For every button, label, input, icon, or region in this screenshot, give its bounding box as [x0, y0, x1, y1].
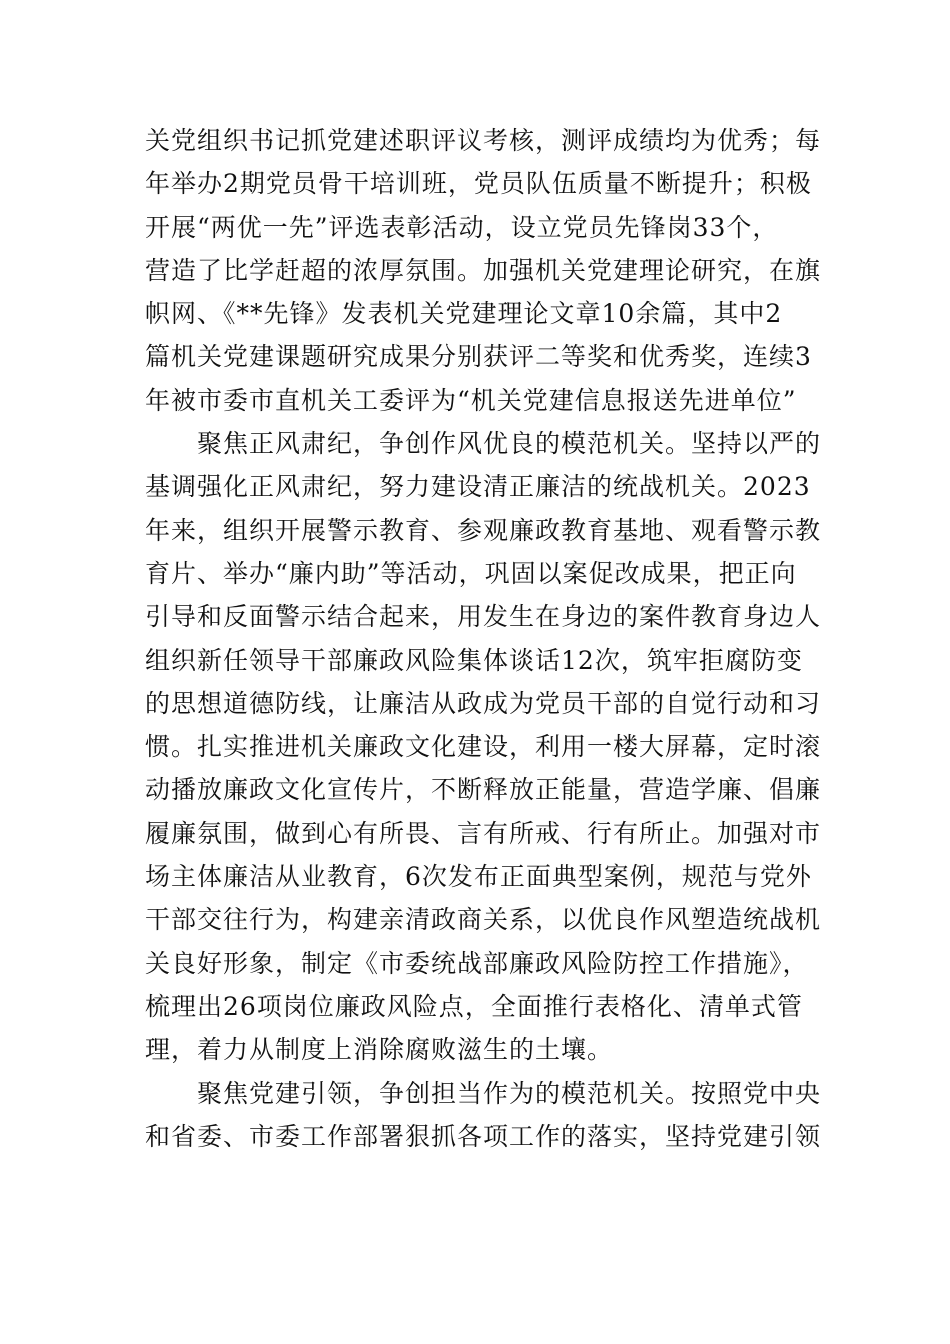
paragraph-1 [145, 119, 822, 422]
text-line: 帜网、《**先锋》发表机关党建理论文章10余篇，其中2 [145, 299, 783, 329]
text-line: 关良好形象，制定《市委统战部廉政风险防控工作措施》， [145, 948, 809, 978]
text-line: 基调强化正风肃纪，努力建设清正廉洁的统战机关。2023 [145, 472, 811, 502]
text-line: 和省委、市委工作部署狠抓各项工作的落实，坚持党建引领 [145, 1121, 822, 1151]
text-line: 干部交往行为，构建亲清政商关系，以优良作风塑造统战机 [145, 905, 822, 935]
text-line: 引导和反面警示结合起来，用发生在身边的案件教育身边人 [145, 602, 822, 632]
text-line: 梳理出26项岗位廉政风险点，全面推行表格化、清单式管 [145, 991, 803, 1021]
text-line: 惯。扎实推进机关廉政文化建设，利用一楼大屏幕，定时滚 [145, 732, 822, 762]
text-line: 年被市委市直机关工委评为“机关党建信息报送先进单位” [145, 385, 797, 415]
text-line: 的思想道德防线，让廉洁从政成为党员干部的自觉行动和习 [145, 688, 822, 718]
body-text [145, 119, 822, 1158]
paragraph-2 [145, 422, 822, 1071]
text-line: 年举办2期党员骨干培训班，党员队伍质量不断提升；积极 [145, 169, 812, 199]
text-line: 聚焦党建引领，争创担当作为的模范机关。按照党中央 [197, 1078, 822, 1108]
text-line: 育片、举办“廉内助”等活动，巩固以案促改成果，把正向 [145, 558, 797, 588]
text-line: 履廉氛围，做到心有所畏、言有所戒、行有所止。加强对市 [145, 818, 822, 848]
text-line: 关党组织书记抓党建述职评议考核，测评成绩均为优秀；每 [145, 126, 822, 155]
paragraph-3 [145, 1072, 822, 1159]
text-line: 年来，组织开展警示教育、参观廉政教育基地、观看警示教 [145, 515, 822, 545]
text-line: 开展“两优一先”评选表彰活动，设立党员先锋岗33个， [145, 212, 779, 242]
text-line: 篇机关党建课题研究成果分别获评二等奖和优秀奖，连续3 [145, 342, 812, 372]
text-line: 动播放廉政文化宣传片，不断释放正能量，营造学廉、倡廉 [145, 775, 822, 805]
text-line: 聚焦正风肃纪，争创作风优良的模范机关。坚持以严的 [197, 429, 822, 459]
text-line: 理，着力从制度上消除腐败滋生的土壤。 [145, 1035, 614, 1065]
text-line: 营造了比学赶超的浓厚氛围。加强机关党建理论研究，在旗 [145, 255, 822, 285]
text-line: 场主体廉洁从业教育，6次发布正面典型案例，规范与党外 [145, 862, 812, 892]
text-line: 组织新任领导干部廉政风险集体谈话12次，筑牢拒腐防变 [145, 645, 803, 675]
